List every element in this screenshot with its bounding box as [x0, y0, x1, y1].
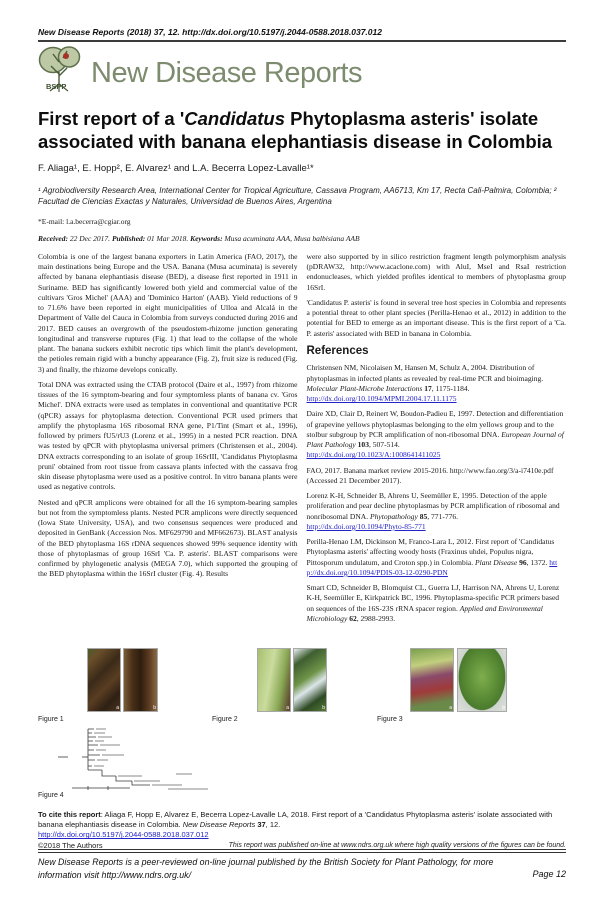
figure3-photo-a — [410, 648, 454, 712]
received-label: Received: — [38, 233, 68, 243]
paragraph: 'Candidatus P. asteris' is found in several tree host species in Colombia and represents a potential threat to other plant species (Perilla-Henao et al., 2012) in addition to the potential for BED to emerge as an important disease. This is the first report of a 'Ca. P. asteris' associated with BED in banana in Colombia. — [306, 297, 566, 338]
article-meta-line: Received: 22 Dec 2017. Published: 01 Mar 2018. Keywords: Musa acuminata AAA, Musa balbisiana AAB — [38, 233, 360, 243]
journal-name: New Disease Reports — [91, 56, 362, 89]
photo-letter: a — [116, 705, 119, 711]
references-heading: References — [306, 344, 369, 357]
body-column-left — [38, 252, 298, 629]
online-note: This report was published on-line at www.ndrs.org.uk where high quality versions of the figures can be found. — [228, 842, 566, 850]
article-title: First report of a 'Candidatus Phytoplasma asteris' isolate associated with banana elephantiasis disease in Colombia — [38, 108, 553, 153]
cite-block — [38, 810, 566, 852]
footer-text: New Disease Reports is a peer-reviewed on-line journal published by the British Society for Plant Pathology, for more information visit http://www.ndrs.org.uk/ — [38, 857, 494, 880]
author-list: F. Aliaga¹, E. Hopp², E. Alvarez¹ and L.A. Becerra Lopez-Lavalle¹* — [38, 162, 314, 174]
paragraph: Colombia is one of the largest banana exporters in Latin America (FAO, 2017), the main destinations being Europe and the USA. Banana (Musa acuminata) is severely affected by banana elephantiasis disease (BED), a disease first reported in 1911 in Suriname. BED has significantly lowered both yield and commercial value of the cultivars 'Gros Michel' (AAA) and 'Dominico Harton' (AAB). Yield reductions of 9 to 71.6% have been reported in eight municipalities of Ulloa and Alcalá in the Department of Valle del Cauca in Colombia from surveys conducted during 2016 and 2017. BED causes an overgrowth of the pseudostem-rhizome junction generating longitudinal and transverse ruptures (Fig. 1) that lead to the collapse of the whole plant. The banana suckers exhibit necrotic tips which limit the plant's development, the petioles remain rigid with a bunchy appearance (Fig. 2), fruit size is reduced (Fig. 3) and finally, the rhizome develops conically. — [38, 251, 298, 374]
photo-letter: a — [449, 705, 452, 711]
affiliations: ¹ Agrobiodiversity Research Area, International Center for Tropical Agriculture, Cassava Program, AA6713, Km 17, Recta Cali-Palmira, Colombia; ² Facultad de Ciencias Exactas y Naturales, Universidad de Buenos Aires, Argentina — [38, 185, 557, 207]
copyright-text: ©2018 The Authors — [38, 841, 103, 851]
footer-rule — [38, 849, 566, 853]
paragraph: Total DNA was extracted using the CTAB protocol (Daire et al., 1997) from rhizome tissues of the 16 symptom-bearing and four symptomless plants of banana cv. 'Gros Michel'. DNA extracts were used as templates in conventional and quantitative PCR (qPCR) assays for phytoplasma detection. Conventional PCR used primers that amplify the phytoplasma 16S ribosomal RNA gene, P1/Tint (Smart et al., 1996), followed by primers fU5/rU3 (Lorenz et al., 1995) in a nested PCR reaction. DNA was tested by qPCR with phytoplasma universal primers (Christensen et al., 2004). DNA extracts corresponding to an isolate of group 16SrIII, 'Candidatus Phytoplasma pruni' obtained from root tissue from cassava plants infected with the cassava frog skin disease phytoplasma were used as a positive control. In vitro banana plants were used as negative controls. — [38, 379, 298, 492]
svg-text:BSPP: BSPP — [46, 81, 67, 91]
cite-doi-link[interactable]: http://dx.doi.org/10.5197/j.2044-0588.2018.037.012 — [38, 830, 209, 840]
header-citation-line: New Disease Reports (2018) 37, 12. http://dx.doi.org/10.5197/j.2044-0588.2018.037.012 — [38, 27, 382, 37]
photo-letter: b — [322, 705, 325, 711]
reference-item: Lorenz K-H, Schneider B, Ahrens U, Seemüller E, 1995. Detection of the apple proliferation and pear decline phytoplasmas by PCR amplification of ribosomal and nonribosomal DNA. Phytopathology 85, 771-776. http://dx.doi.org/10.1094/Phyto-85-771 — [306, 491, 560, 531]
reference-item: Perilla-Henao LM, Dickinson M, Franco-Lara L, 2012. First report of 'Candidatus Phytoplasma asteris' affecting woody hosts (Fraxinus uhdei, Populus nigra, Pittosporum undulatum, and Croton spp.) in Colombia. Plant Disease 96, 1372. http://dx.doi.org/10.1094/PDIS-03-12-0290-PDN — [306, 537, 558, 577]
journal-masthead — [38, 46, 566, 100]
bspp-tree-logo-icon — [38, 44, 82, 103]
figure2-photo-a — [257, 648, 291, 712]
figure3-label: Figure 3 — [377, 716, 403, 723]
reference-item: Christensen NM, Nicolaisen M, Hansen M, Schulz A, 2004. Distribution of phytoplasmas in infected plants as revealed by real-time PCR and bioimaging. Molecular Plant-Microbe Interactions 17, 1175-1184. http://dx.doi.org/10.1094/MPMI.2004.17.11.1175 — [306, 363, 544, 404]
figure4-label: Figure 4 — [38, 792, 64, 799]
reference-item: Daire XD, Clair D, Reinert W, Boudon-Padieu E, 1997. Detection and differentiation of grapevine yellows phytoplasmas belonging to the elm yellows group and to the stolbur subgroup by PCR amplification of non-ribosomal DNA. European Journal of Plant Pathology 103, 507-514. http://dx.doi.org/10.1023/A:1008641411025 — [306, 409, 564, 460]
figure2-label: Figure 2 — [212, 716, 238, 723]
photo-letter: b — [153, 705, 156, 711]
doi-link[interactable]: http://dx.doi.org/10.1094/Phyto-85-771 — [306, 521, 426, 531]
paragraph: Nested and qPCR amplicons were obtained for all the 16 symptom-bearing samples but not from the symptomless plants. Nested PCR amplicons were directly sequenced (Iowa State University, USA), and two consensus sequences were produced and deposited in GenBank (Accession Nos. MF629790 and MF662673). BLAST analysis of the BED phytoplasma 16S rDNA sequences showed 99% sequence identity with those of phytoplasmas of group 16SrI 'Ca. P. asteris'. BLAST comparisons were confirmed by phylogenetic analysis (MEGA 7.0), which supported the grouping of the BED phytoplasma within the 16SrI cluster (Fig. 4). Results — [38, 497, 298, 579]
figure1-photo-a — [87, 648, 121, 712]
header-rule — [38, 40, 566, 42]
article-body — [38, 252, 566, 629]
reference-item: Smart CD, Schneider B, Blomquist CL, Guerra LJ, Harrison NA, Ahrens U, Lorenz K-H, Seemüller E, Kirkpatrick BC, 1996. Phytoplasma-specific PCR primers based on sequences of the 16S-23S rRNA spacer region. Applied and Environmental Microbiology 62, 2988-2993. — [306, 583, 560, 623]
keywords-label: Keywords: — [190, 233, 223, 243]
reference-item: FAO, 2017. Banana market review 2015-2016. http://www.fao.org/3/a-i7410e.pdf (Accessed 21 December 2017). — [306, 465, 554, 485]
doi-link[interactable]: http://dx.doi.org/10.1094/MPMI.2004.17.11.1175 — [306, 394, 457, 404]
body-column-right — [307, 252, 567, 629]
paragraph: were also supported by in silico restriction fragment length polymorphism analysis (pDRAW32, http://www.acaclone.com) with AluI, MseI and RsaI restriction endonucleases, which yielded profiles identical to members of phytoplasma group 16SrI. — [306, 251, 566, 292]
doi-link[interactable]: http://dx.doi.org/10.1023/A:1008641411025 — [306, 450, 441, 460]
doi-link[interactable]: http://dx.doi.org/10.1094/PDIS-03-12-0290-PDN — [306, 557, 558, 577]
page-footer — [38, 856, 566, 882]
page-number: Page 12 — [532, 869, 566, 880]
cite-text: To cite this report: Aliaga F, Hopp E, Alvarez E, Becerra Lopez-Lavalle LA, 2018. First report of a 'Candidatus Phytoplasma asteris' isolate associated with banana elephantiasis disease in Colombia. New Disease Reports 37, 12. — [38, 810, 553, 830]
published-label: Published: — [111, 233, 146, 243]
figure3-photo-b — [457, 648, 507, 712]
figure1-photo-b — [123, 648, 158, 712]
figure2-photo-b — [293, 648, 327, 712]
figure1-label: Figure 1 — [38, 716, 64, 723]
corresponding-email: *E-mail: l.a.becerra@cgiar.org — [38, 216, 131, 226]
photo-letter: a — [286, 705, 289, 711]
photo-letter: b — [502, 705, 505, 711]
figure4-dendrogram — [58, 726, 233, 797]
